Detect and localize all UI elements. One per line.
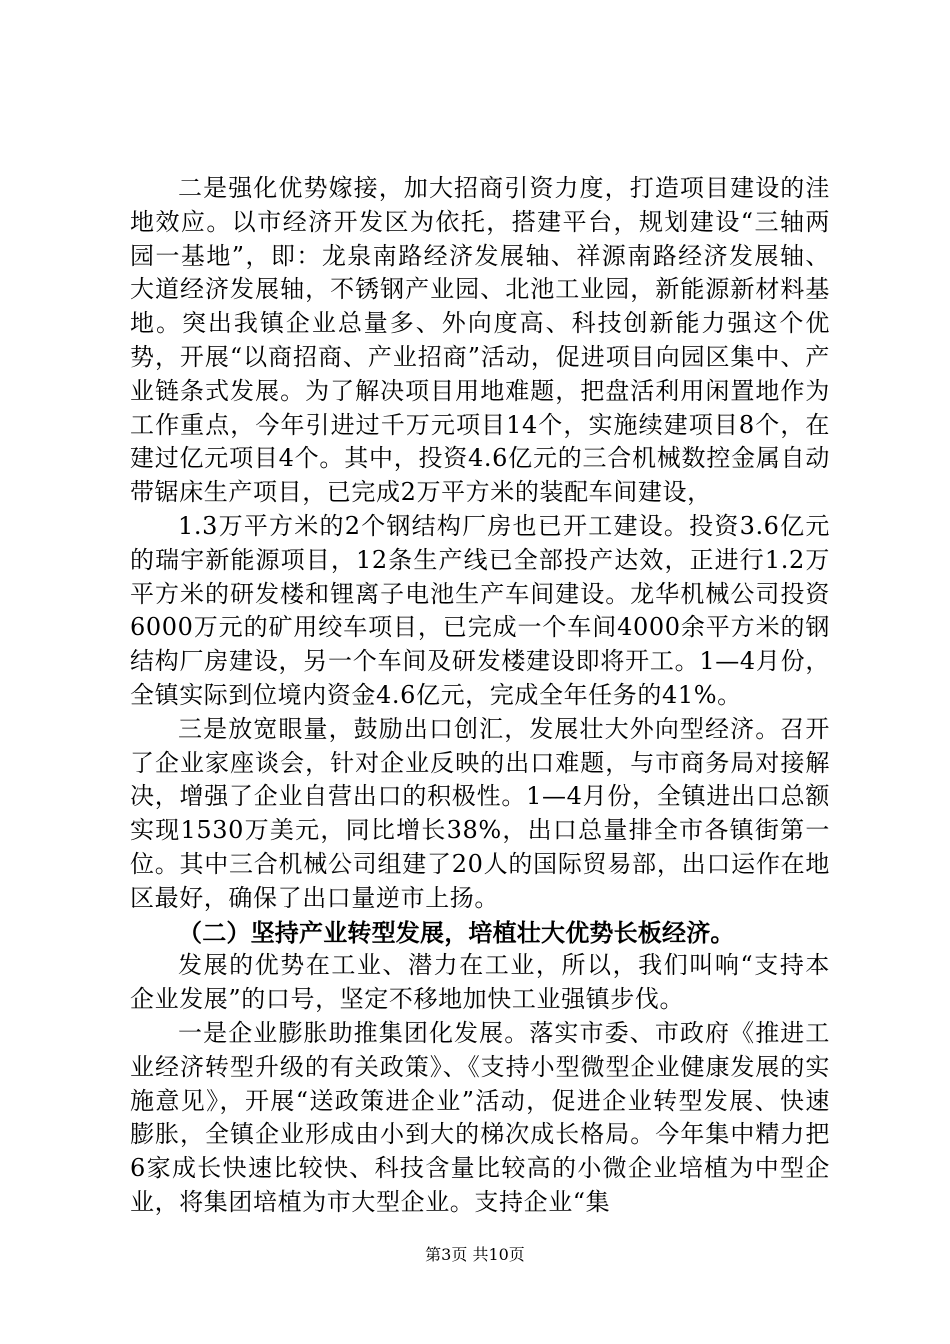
paragraph-enterprise: 一是企业膨胀助推集团化发展。落实市委、市政府《推进工业经济转型升级的有关政策》、《支持小型微型企业健康发展的实施意见》，开展“送政策进企业”活动，促进企业转型发展、快速膨胀，全镇企业形成由小到大的梯次成长格局。今年集中精力把6家成长快速比较快、科技含量比较高的小微企业培植为中型企业，将集团培植为市大型企业。支持企业“集 xyxy=(130,1018,830,1216)
document-body xyxy=(130,172,830,1220)
paragraph-projects: 1.3万平方米的2个钢结构厂房也已开工建设。投资3.6亿元的瑞宇新能源项目，12条生产线已全部投产达效，正进行1.2万平方米的研发楼和锂离子电池生产车间建设。龙华机械公司投资6000万元的矿用绞车项目，已完成一个车间4000余平方米的钢结构厂房建设，另一个车间及研发楼建设即将开工。1—4月份，全镇实际到位境内资金4.6亿元，完成全年任务的41%。 xyxy=(130,511,830,709)
paragraph-investment: 二是强化优势嫁接，加大招商引资力度，打造项目建设的洼地效应。以市经济开发区为依托，搭建平台，规划建设“三轴两园一基地”，即：龙泉南路经济发展轴、祥源南路经济发展轴、大道经济发展轴，不锈钢产业园、北池工业园，新能源新材料基地。突出我镇企业总量多、外向度高、科技创新能力强这个优势，开展“以商招商、产业招商”活动，促进项目向园区集中、产业链条式发展。为了解决项目用地难题，把盘活利用闲置地作为工作重点，今年引进过千万元项目14个，实施续建项目8个，在建过亿元项目4个。其中，投资4.6亿元的三合机械数控金属自动带锯床生产项目，已完成2万平方米的装配车间建设， xyxy=(130,174,830,507)
paragraph-export: 三是放宽眼量，鼓励出口创汇，发展壮大外向型经济。召开了企业家座谈会，针对企业反映的出口难题，与市商务局对接解决，增强了企业自营出口的积极性。1—4月份，全镇进出口总额实现1530万美元，同比增长38%，出口总量排全市各镇街第一位。其中三合机械公司组建了20人的国际贸易部，出口运作在地区最好，确保了出口量逆市上扬。 xyxy=(130,714,830,912)
section-heading: （二）坚持产业转型发展，培植壮大优势长板经济。 xyxy=(178,917,735,947)
page-footer: 第3页 共10页 xyxy=(425,1245,525,1264)
paragraph-industry: 发展的优势在工业、潜力在工业，所以，我们叫响“支持本企业发展”的口号，坚定不移地加快工业强镇步伐。 xyxy=(130,951,830,1014)
